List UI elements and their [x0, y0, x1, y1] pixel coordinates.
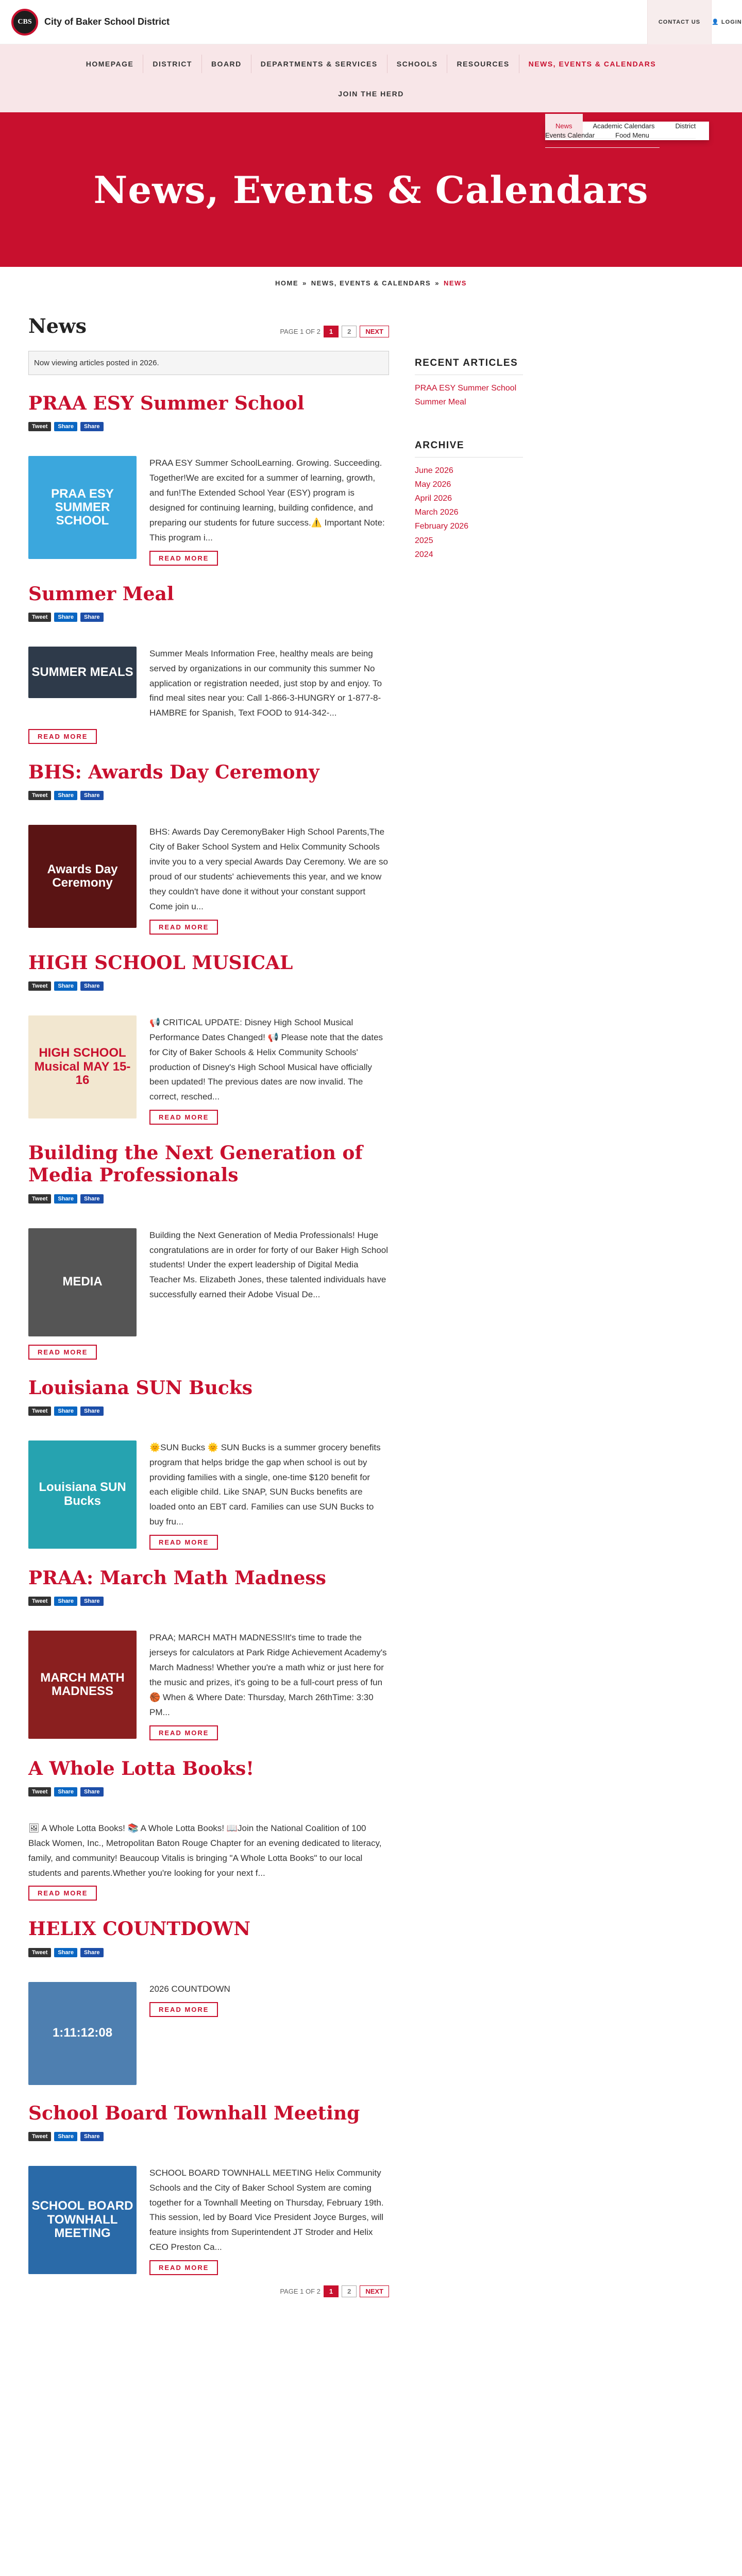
sidebar	[415, 299, 523, 2297]
share-buttons	[28, 981, 389, 991]
post-content	[149, 1015, 389, 1125]
recent-article-link[interactable]: Summer Meal	[415, 397, 466, 406]
nav-news-events-calendars[interactable]: NEWS, EVENTS & CALENDARS	[528, 60, 656, 68]
main-nav	[0, 44, 742, 139]
post-title[interactable]: Building the Next Generation of Media Professionals	[28, 1142, 363, 1187]
share-button[interactable]: Share	[80, 1787, 104, 1797]
post-body	[28, 2166, 389, 2275]
post-thumbnail[interactable]: 1:11:12:08	[28, 1982, 137, 2085]
share-button[interactable]: Share	[80, 1597, 104, 1606]
top-bar	[0, 0, 742, 44]
linkedin-share-button[interactable]: Share	[54, 1948, 77, 1957]
share-buttons	[28, 1787, 389, 1797]
share-buttons	[28, 613, 389, 622]
post-title[interactable]: Summer Meal	[28, 583, 174, 605]
share-buttons	[28, 1194, 389, 1204]
read-more-button[interactable]: READ MORE	[149, 920, 218, 935]
page-2-button[interactable]: 2	[342, 2285, 357, 2297]
share-buttons	[28, 1597, 389, 1606]
post-content	[149, 456, 389, 565]
post-excerpt: PRAA ESY Summer SchoolLearning. Growing. Succeeding. Together!We are excited for a summer of learning, growth, and fun!The Extended School Year (ESY) program is designed for continuing learning, building confidence, and preparing our students for future success.⚠️ Important Note: This program i...	[149, 458, 385, 543]
post-excerpt: BHS: Awards Day CeremonyBaker High School Parents,The City of Baker School System and Helix Community Schools invite you to a very special Awards Day Ceremony. We are so proud of our students' achievements this year, and we know they couldn't have done it without your constant support Come join u...	[149, 827, 388, 911]
post-content	[149, 1440, 389, 1550]
read-more-button[interactable]: READ MORE	[149, 1110, 218, 1125]
linkedin-share-button[interactable]: Share	[54, 613, 77, 622]
post-excerpt: 🌞SUN Bucks 🌞 SUN Bucks is a summer grocery benefits program that helps bridge the gap when school is out by providing families with a single, one-time $120 benefit for each eligible child. Like SNAP, SUN Bucks benefits are loaded onto an EBT card. Families can use SUN Bucks to buy fru...	[149, 1442, 381, 1527]
pagination-bottom	[28, 2285, 389, 2297]
share-button[interactable]: Share	[80, 613, 104, 622]
post-title[interactable]: PRAA: March Math Madness	[28, 1567, 326, 1589]
read-more-button[interactable]: READ MORE	[28, 1345, 97, 1360]
news-post	[28, 952, 389, 1125]
news-dropdown-menu	[545, 122, 709, 140]
post-excerpt: SCHOOL BOARD TOWNHALL MEETING Helix Community Schools and the City of Baker School System are coming together for a Townhall Meeting on Thursday, February 19th. This session, led by Board Vice President Joyce Burges, will feature insights from Superintendent JT Stroder and Helix CEO Preston Ca...	[149, 2167, 384, 2252]
tweet-button[interactable]: Tweet	[28, 1406, 51, 1416]
news-list	[28, 299, 389, 2297]
read-more-button[interactable]: READ MORE	[149, 2002, 218, 2017]
post-title[interactable]: School Board Townhall Meeting	[28, 2102, 360, 2124]
post-thumbnail[interactable]: Awards Day Ceremony	[28, 825, 137, 928]
breadcrumb-parent[interactable]: NEWS, EVENTS & CALENDARS	[311, 279, 431, 287]
share-button[interactable]: Share	[80, 1194, 104, 1204]
login-label: LOGIN	[721, 19, 742, 25]
page-count: PAGE 1 OF 2	[280, 2287, 321, 2296]
read-more-button[interactable]: READ MORE	[28, 729, 97, 744]
breadcrumb-home[interactable]: HOME	[275, 279, 299, 287]
post-thumbnail[interactable]: SCHOOL BOARD TOWNHALL MEETING	[28, 2166, 137, 2274]
dropdown-item-news[interactable]: News	[545, 114, 583, 139]
post-body	[28, 647, 389, 721]
linkedin-share-button[interactable]: Share	[54, 1597, 77, 1606]
share-button[interactable]: Share	[80, 1948, 104, 1957]
tweet-button[interactable]: Tweet	[28, 791, 51, 800]
archive-link-may-2026[interactable]: May 2026	[415, 480, 451, 489]
share-buttons	[28, 1406, 389, 1416]
hero-title: News, Events & Calendars	[93, 167, 649, 212]
linkedin-share-button[interactable]: Share	[54, 981, 77, 991]
nav-board[interactable]: BOARD	[202, 55, 251, 73]
nav-resources[interactable]: RESOURCES	[447, 55, 519, 73]
page-count: PAGE 1 OF 2	[280, 328, 321, 335]
share-buttons	[28, 422, 389, 431]
post-excerpt: 🖼 A Whole Lotta Books! 📚 A Whole Lotta Books! 📖Join the National Coalition of 100 Black Women, Inc., Metropolitan Baton Rouge Chapter for an evening dedicated to literacy, family, and community! Beaucoup Vitalis is bringing "A Whole Lotta Books" to our local students and parents.Whether you're looking for your next f...	[28, 1823, 382, 1878]
post-content	[149, 1631, 389, 1740]
recent-articles-heading: RECENT ARTICLES	[415, 357, 523, 375]
post-title[interactable]: BHS: Awards Day Ceremony	[28, 761, 319, 784]
post-body	[28, 1015, 389, 1125]
tweet-button[interactable]: Tweet	[28, 1948, 51, 1957]
brand[interactable]	[0, 9, 170, 36]
post-title[interactable]: HIGH SCHOOL MUSICAL	[28, 952, 293, 974]
archive-link-april-2026[interactable]: April 2026	[415, 494, 452, 503]
news-post	[28, 761, 389, 935]
recent-article-link[interactable]: PRAA ESY Summer School	[415, 383, 517, 393]
read-more-button[interactable]: READ MORE	[149, 2260, 218, 2275]
breadcrumb-current: NEWS	[443, 279, 467, 287]
news-post	[28, 583, 389, 744]
nav-schools[interactable]: SCHOOLS	[387, 55, 448, 73]
linkedin-share-button[interactable]: Share	[54, 1787, 77, 1797]
share-buttons	[28, 2132, 389, 2141]
linkedin-share-button[interactable]: Share	[54, 1406, 77, 1416]
post-title[interactable]: HELIX COUNTDOWN	[28, 1918, 251, 1940]
linkedin-share-button[interactable]: Share	[54, 422, 77, 431]
next-page-button[interactable]: NEXT	[360, 2285, 389, 2297]
post-body	[28, 1821, 389, 1901]
news-post	[28, 1758, 389, 1901]
news-post	[28, 1918, 389, 2084]
breadcrumb: HOME » NEWS, EVENTS & CALENDARS » NEWS	[275, 279, 467, 287]
nav-district[interactable]: DISTRICT	[143, 55, 202, 73]
archive-link-june-2026[interactable]: June 2026	[415, 466, 453, 475]
archive-heading: ARCHIVE	[415, 439, 523, 457]
post-thumbnail[interactable]: SUMMER MEALS	[28, 647, 137, 698]
post-excerpt: 2026 COUNTDOWN	[149, 1984, 230, 1994]
read-more-button[interactable]: READ MORE	[149, 1535, 218, 1550]
contact-us-link[interactable]: CONTACT US	[647, 0, 711, 44]
next-page-button[interactable]: NEXT	[360, 326, 389, 337]
share-button[interactable]: Share	[80, 791, 104, 800]
post-thumbnail[interactable]: MARCH MATH MADNESS	[28, 1631, 137, 1739]
share-button[interactable]: Share	[80, 1406, 104, 1416]
post-content	[149, 825, 389, 934]
share-buttons	[28, 1948, 389, 1957]
nav-departments-services[interactable]: DEPARTMENTS & SERVICES	[251, 55, 387, 73]
now-viewing-notice: Now viewing articles posted in 2026.	[28, 351, 389, 375]
linkedin-share-button[interactable]: Share	[54, 1194, 77, 1204]
post-thumbnail[interactable]: HIGH SCHOOL Musical MAY 15-16	[28, 1015, 137, 1118]
post-body	[28, 825, 389, 934]
post-content	[149, 1982, 230, 2085]
page-2-button[interactable]: 2	[342, 326, 357, 337]
read-more-button[interactable]: READ MORE	[149, 1725, 218, 1740]
share-button[interactable]: Share	[80, 422, 104, 431]
linkedin-share-button[interactable]: Share	[54, 791, 77, 800]
post-excerpt: PRAA; MARCH MATH MADNESS!It's time to trade the jerseys for calculators at Park Ridge Achievement Academy's March Madness! Whether you're a math whiz or just here for the music and prizes, it's going to be a full-court press of fun 🏀 When & Where Date: Thursday, March 26thTime: 3:30 PM...	[149, 1633, 387, 1717]
tweet-button[interactable]: Tweet	[28, 981, 51, 991]
dropdown-item-academic-calendars[interactable]: Academic Calendars	[583, 114, 665, 139]
news-post	[28, 1377, 389, 1550]
nav-join-the-herd[interactable]: JOIN THE HERD	[338, 90, 404, 98]
dropdown-item-food-menu[interactable]: Food Menu	[605, 123, 660, 148]
news-post	[28, 393, 389, 566]
archive-link-february-2026[interactable]: February 2026	[415, 522, 469, 531]
news-post	[28, 1142, 389, 1359]
archive-link-2025[interactable]: 2025	[415, 536, 433, 545]
nav-homepage[interactable]: HOMEPAGE	[77, 55, 144, 73]
post-body	[28, 1228, 389, 1336]
post-excerpt: Summer Meals Information Free, healthy meals are being served by organizations in our community this summer No application or registration needed, just stop by and enjoy. To find meal sites near you: Call 1-866-3-HUNGRY or 1-877-8-HAMBRE for Spanish, Text FOOD to 914-342-...	[149, 648, 382, 718]
post-body	[28, 1631, 389, 1740]
read-more-button[interactable]: READ MORE	[28, 1886, 97, 1901]
share-buttons	[28, 791, 389, 800]
tweet-button[interactable]: Tweet	[28, 422, 51, 431]
page-1-button[interactable]: 1	[324, 2285, 339, 2297]
post-thumbnail[interactable]: PRAA ESY SUMMER SCHOOL	[28, 456, 137, 559]
page-title: News	[28, 314, 87, 337]
post-body	[28, 1440, 389, 1550]
post-content	[149, 647, 389, 721]
share-button[interactable]: Share	[80, 2132, 104, 2141]
user-icon: 👤	[712, 19, 719, 25]
pagination-top	[280, 326, 389, 337]
tweet-button[interactable]: Tweet	[28, 613, 51, 622]
archive-link-march-2026[interactable]: March 2026	[415, 508, 459, 517]
login-link[interactable]	[711, 0, 742, 44]
archive-link-2024[interactable]: 2024	[415, 550, 433, 559]
post-content	[149, 1228, 389, 1336]
tweet-button[interactable]: Tweet	[28, 1787, 51, 1797]
page-1-button[interactable]: 1	[324, 326, 339, 337]
tweet-button[interactable]: Tweet	[28, 2132, 51, 2141]
post-body	[28, 456, 389, 565]
tweet-button[interactable]: Tweet	[28, 1597, 51, 1606]
post-content	[149, 2166, 389, 2275]
news-post	[28, 1567, 389, 1740]
site-name[interactable]: City of Baker School District	[44, 16, 170, 27]
linkedin-share-button[interactable]: Share	[54, 2132, 77, 2141]
post-title[interactable]: PRAA ESY Summer School	[28, 393, 305, 414]
post-body	[28, 1982, 389, 2085]
post-thumbnail[interactable]: Louisiana SUN Bucks	[28, 1440, 137, 1549]
post-title[interactable]: A Whole Lotta Books!	[28, 1757, 255, 1780]
district-logo[interactable]: CBS	[11, 9, 38, 36]
post-thumbnail[interactable]: MEDIA	[28, 1228, 137, 1336]
post-content	[28, 1821, 389, 1901]
tweet-button[interactable]: Tweet	[28, 1194, 51, 1204]
news-post	[28, 2103, 389, 2276]
share-button[interactable]: Share	[80, 981, 104, 991]
post-excerpt: Building the Next Generation of Media Professionals! Huge congratulations are in order for forty of our Baker High School students! Under the expert leadership of Digital Media Teacher Ms. Elizabeth Jones, these talented individuals have successfully earned their Adobe Visual De...	[149, 1230, 389, 1300]
post-excerpt: 📢 CRITICAL UPDATE: Disney High School Musical Performance Dates Changed! 📢 Please note that the dates for City of Baker Schools & Helix Community Schools' production of Disney's High School Musical have officially been updated! The previous dates are now invalid. The correct, resched...	[149, 1017, 383, 1102]
post-title[interactable]: Louisiana SUN Bucks	[28, 1377, 253, 1399]
dropdown-item-district-events-calendar[interactable]: District Events Calendar	[545, 114, 696, 148]
read-more-button[interactable]: READ MORE	[149, 551, 218, 566]
